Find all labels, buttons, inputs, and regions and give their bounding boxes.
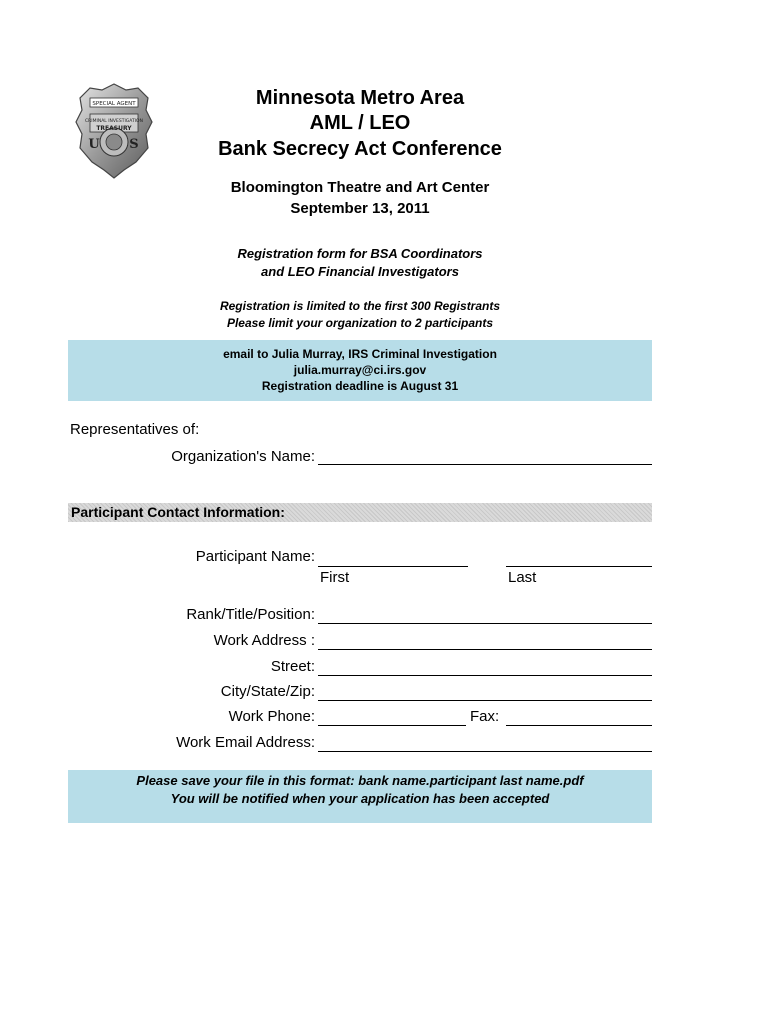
- work-email-label: Work Email Address:: [176, 734, 315, 751]
- treasury-badge-logo: [74, 82, 154, 180]
- fax-field[interactable]: [506, 725, 652, 726]
- work-email-field[interactable]: [318, 751, 652, 752]
- rank-title-label: Rank/Title/Position:: [186, 606, 315, 623]
- title-line-1: Minnesota Metro Area: [255, 87, 465, 109]
- title-line-2: AML / LEO: [309, 112, 411, 134]
- svg-text:U: U: [88, 137, 100, 152]
- street-label: Street:: [270, 658, 315, 675]
- work-phone-field[interactable]: [318, 725, 466, 726]
- participant-section-title: Participant Contact Information:: [71, 504, 285, 520]
- work-address-field[interactable]: [318, 649, 652, 650]
- street-field[interactable]: [318, 675, 652, 676]
- last-name-field[interactable]: [506, 566, 652, 567]
- first-name-field[interactable]: [318, 566, 468, 567]
- save-format-note: Please save your file in this format: bank name.participant last name.pdf: [136, 773, 584, 788]
- organization-name-label: Organization's Name:: [171, 448, 315, 465]
- badge-icon: [74, 82, 154, 180]
- svg-text:TREASURY: TREASURY: [96, 125, 132, 132]
- form-purpose-line-2: and LEO Financial Investigators: [261, 264, 459, 279]
- svg-text:S: S: [129, 137, 139, 152]
- fax-label: Fax:: [470, 708, 500, 725]
- participant-section-header: [68, 503, 652, 522]
- representatives-heading: Representatives of:: [70, 421, 200, 438]
- email-instructions-box: [68, 340, 652, 401]
- rank-title-field[interactable]: [318, 623, 652, 624]
- deadline: Registration deadline is August 31: [261, 379, 459, 393]
- form-purpose-line-1: Registration form for BSA Coordinators: [237, 246, 483, 261]
- work-address-label: Work Address :: [213, 632, 315, 649]
- work-phone-label: Work Phone:: [228, 708, 315, 725]
- first-name-caption: First: [320, 569, 350, 586]
- participant-name-label: Participant Name:: [195, 548, 315, 565]
- email-line-1: email to Julia Murray, IRS Criminal Investigation: [223, 347, 497, 361]
- limit-line-1: Registration is limited to the first 300 Registrants: [219, 299, 501, 313]
- email-address[interactable]: julia.murray@ci.irs.gov: [293, 363, 427, 377]
- title-line-3: Bank Secrecy Act Conference: [218, 138, 502, 160]
- svg-text:CRIMINAL INVESTIGATION: CRIMINAL INVESTIGATION: [85, 119, 143, 124]
- event-date: September 13, 2011: [290, 200, 430, 217]
- city-state-zip-label: City/State/Zip:: [220, 683, 315, 700]
- save-instructions-box: [68, 770, 652, 823]
- limit-line-2: Please limit your organization to 2 participants: [226, 316, 494, 330]
- city-state-zip-field[interactable]: [318, 700, 652, 701]
- venue: Bloomington Theatre and Art Center: [230, 179, 490, 196]
- svg-text:SPECIAL AGENT: SPECIAL AGENT: [92, 101, 136, 107]
- last-name-caption: Last: [508, 569, 537, 586]
- organization-name-field[interactable]: [318, 464, 652, 465]
- notification-note: You will be notified when your application has been accepted: [170, 791, 550, 806]
